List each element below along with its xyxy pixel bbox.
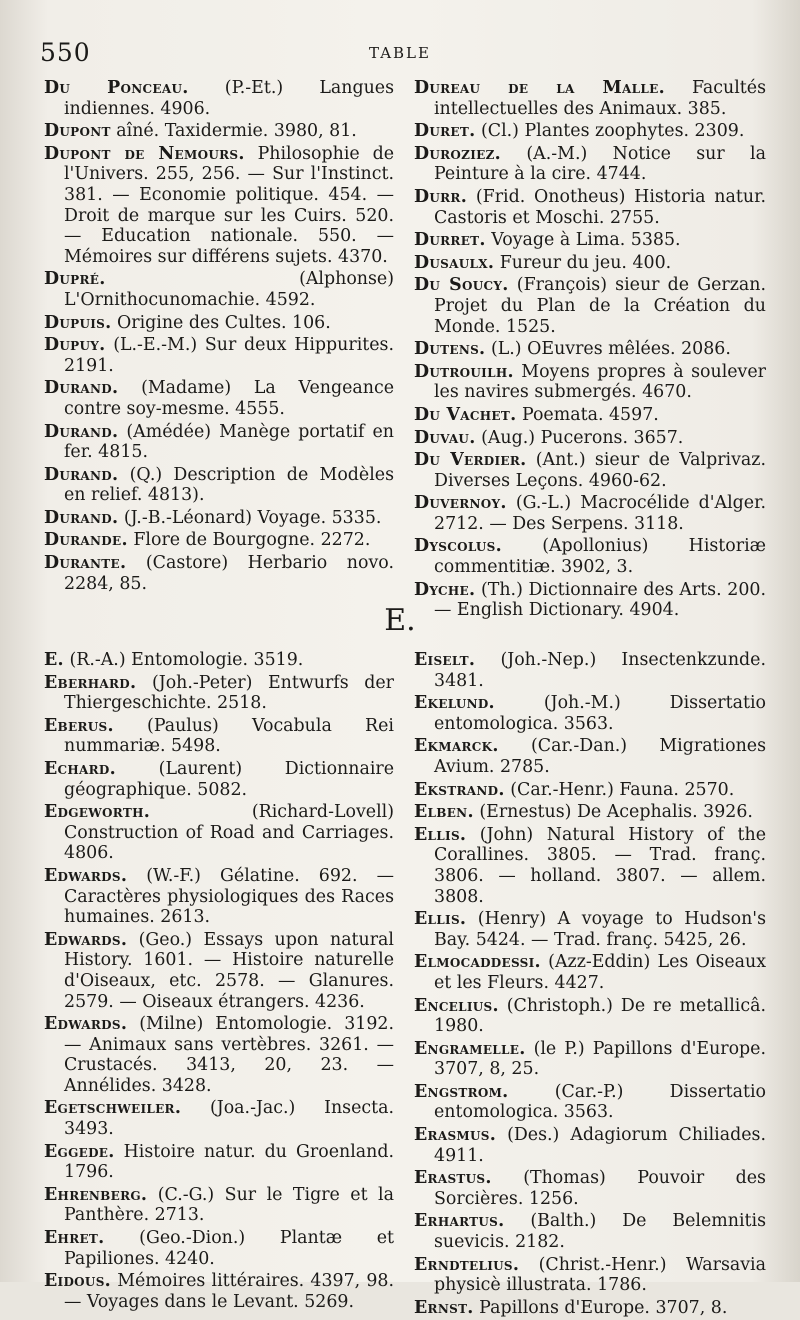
index-column-right-top xyxy=(414,78,766,623)
index-entry xyxy=(414,1168,766,1209)
entry-author-name: Dyche. xyxy=(414,579,476,600)
index-entry xyxy=(44,1098,394,1139)
entry-description: (Geo.-Dion.) Plantæ et Papiliones. 4240. xyxy=(64,1228,394,1269)
entry-description: Flore de Bourgogne. 2272. xyxy=(127,530,371,551)
entry-description: (John) Natural History of the Corallines. 3805. — Trad. franç. 3806. — holland. 3807. — allem. 3808. xyxy=(434,824,766,907)
index-entry xyxy=(414,1255,766,1296)
index-entry xyxy=(44,866,394,928)
entry-description: (Joh.-Peter) Entwurfs der Thiergeschichte. 2518. xyxy=(64,672,394,714)
entry-description: Facultés intellectuelles des Animaux. 385. xyxy=(434,78,766,119)
index-entry xyxy=(44,422,394,463)
entry-description: (Car.-P.) Dissertatio entomologica. 3563. xyxy=(434,1081,766,1123)
entry-description: (L.) OEuvres mêlées. 2086. xyxy=(485,339,731,360)
entry-author-name: Ernst. xyxy=(414,1297,474,1318)
entry-author-name: Dupuy. xyxy=(44,335,106,356)
entry-author-name: Erasmus. xyxy=(414,1125,497,1146)
index-entry xyxy=(44,1271,394,1312)
index-entry xyxy=(44,802,394,864)
index-entry xyxy=(44,650,394,671)
entry-description: (François) sieur de Gerzan. Projet du Plan de la Création du Monde. 1525. xyxy=(434,275,766,337)
index-entry xyxy=(414,802,766,823)
entry-description: (J.-B.-Léonard) Voyage. 5335. xyxy=(118,507,382,528)
entry-description: (Thomas) Pouvoir des Sorcières. 1256. xyxy=(434,1168,766,1209)
index-entry xyxy=(44,1142,394,1183)
entry-author-name: Eberus. xyxy=(44,715,114,736)
entry-author-name: Edwards. xyxy=(44,865,128,886)
entry-author-name: Durret. xyxy=(414,230,486,251)
entry-author-name: Encelius. xyxy=(414,995,499,1016)
index-entry xyxy=(44,553,394,594)
entry-author-name: Dupont xyxy=(44,121,111,142)
entry-description: (Paulus) Vocabula Rei nummariæ. 5498. xyxy=(64,715,394,757)
index-entry xyxy=(44,759,394,800)
entry-description: (Christ.-Henr.) Warsavia physicè illustrata. 1786. xyxy=(434,1254,766,1296)
entry-author-name: Edgeworth. xyxy=(44,802,151,823)
index-entry xyxy=(44,378,394,419)
entry-author-name: Ekstrand. xyxy=(414,779,505,800)
index-entry xyxy=(414,405,766,426)
entry-author-name: Ekmarck. xyxy=(414,736,499,757)
index-column-left-top xyxy=(44,78,394,596)
index-entry xyxy=(414,693,766,734)
entry-author-name: Du Soucy. xyxy=(414,275,509,296)
index-entry xyxy=(414,450,766,491)
entry-description: Poemata. 4597. xyxy=(516,404,659,425)
entry-author-name: Dusaulx. xyxy=(414,252,495,273)
index-entry xyxy=(44,78,394,119)
index-entry xyxy=(414,1298,766,1319)
entry-description: (Joh.-M.) Dissertatio entomologica. 3563. xyxy=(434,693,766,734)
entry-author-name: Durande. xyxy=(44,530,128,551)
entry-author-name: Duvau. xyxy=(414,427,476,448)
entry-description: aîné. Taxidermie. 3980, 81. xyxy=(110,121,357,142)
entry-description: (Balth.) De Belemnitis suevicis. 2182. xyxy=(434,1211,766,1253)
entry-description: (Q.) Description de Modèles en relief. 4813). xyxy=(64,464,394,506)
entry-author-name: Dutrouilh. xyxy=(414,361,514,382)
entry-description: (Apollonius) Historiæ commentitiæ. 3902, 3. xyxy=(434,536,766,578)
index-entry xyxy=(44,1228,394,1269)
entry-description: (Amédée) Manège portatif en fer. 4815. xyxy=(64,421,394,463)
entry-author-name: Eberhard. xyxy=(44,672,137,693)
entry-author-name: Dureau de la Malle. xyxy=(414,78,665,98)
entry-author-name: Duvernoy. xyxy=(414,493,507,514)
entry-description: (Ernestus) De Acephalis. 3926. xyxy=(473,802,753,823)
index-entry xyxy=(44,269,394,310)
entry-author-name: Edwards. xyxy=(44,1014,128,1035)
index-entry xyxy=(414,493,766,534)
entry-author-name: Dyscolus. xyxy=(414,536,502,557)
index-entry xyxy=(414,253,766,274)
entry-description: (Joa.-Jac.) Insecta. 3493. xyxy=(64,1098,394,1140)
index-entry xyxy=(414,144,766,185)
running-head: TABLE xyxy=(369,44,431,62)
entry-description: (Ant.) sieur de Valprivaz. Diverses Leçons. 4960-62. xyxy=(434,450,766,491)
entry-description: Fureur du jeu. 400. xyxy=(494,252,672,273)
index-entry xyxy=(44,1014,394,1096)
index-entry xyxy=(414,121,766,142)
entry-description: (C.-G.) Sur le Tigre et la Panthère. 2713. xyxy=(64,1184,394,1226)
entry-author-name: Erhartus. xyxy=(414,1211,505,1232)
index-entry xyxy=(414,187,766,228)
index-entry xyxy=(414,1125,766,1166)
entry-description: (Richard-Lovell) Construction of Road and Carriages. 4806. xyxy=(64,802,394,864)
entry-description: (Alphonse) L'Ornithocunomachie. 4592. xyxy=(64,269,394,310)
entry-author-name: Eggede. xyxy=(44,1141,115,1162)
entry-author-name: Durand. xyxy=(44,507,119,528)
entry-description: (Henry) A voyage to Hudson's Bay. 5424. — Trad. franç. 5425, 26. xyxy=(434,909,766,950)
entry-description: Philosophie de l'Univers. 255, 256. — Sur l'Instinct. 381. — Economie politique. 454. — Droit de marque sur les Cuirs. 520. — Education nationale. 550. — Mémoires sur différens sujets. 4370. xyxy=(64,143,395,267)
entry-author-name: Durand. xyxy=(44,421,119,442)
entry-description: (Christoph.) De re metallicâ. 1980. xyxy=(434,995,766,1037)
entry-author-name: Dupré. xyxy=(44,269,106,290)
section-letter-heading: E. xyxy=(384,603,416,638)
entry-author-name: Ekelund. xyxy=(414,693,495,714)
entry-author-name: Eiselt. xyxy=(414,650,476,670)
entry-author-name: Eidous. xyxy=(44,1271,112,1292)
entry-description: Histoire natur. du Groenland. 1796. xyxy=(64,1141,394,1183)
entry-description: (Aug.) Pucerons. 3657. xyxy=(475,427,684,448)
entry-description: (L.-E.-M.) Sur deux Hippurites. 2191. xyxy=(64,335,394,376)
index-entry xyxy=(44,121,394,142)
entry-description: (G.-L.) Macrocélide d'Alger. 2712. — Des Serpens. 3118. xyxy=(434,493,766,534)
entry-description: (Frid. Onotheus) Historia natur. Castoris et Moschi. 2755. xyxy=(434,186,766,228)
index-entry xyxy=(44,930,394,1012)
index-entry xyxy=(414,1211,766,1252)
entry-author-name: Du Ponceau. xyxy=(44,78,189,98)
entry-author-name: Egetschweiler. xyxy=(44,1098,182,1119)
index-entry xyxy=(414,1039,766,1080)
entry-description: (Joh.-Nep.) Insectenkzunde. 3481. xyxy=(434,650,766,691)
entry-description: (Car.-Henr.) Fauna. 2570. xyxy=(504,779,735,800)
entry-author-name: Durante. xyxy=(44,553,127,574)
entry-author-name: Erndtelius. xyxy=(414,1254,520,1275)
entry-author-name: Engramelle. xyxy=(414,1038,526,1059)
entry-description: (Castore) Herbario novo. 2284, 85. xyxy=(64,553,394,594)
index-entry xyxy=(414,536,766,577)
entry-description: (A.-M.) Notice sur la Peinture à la cire. 4744. xyxy=(434,143,766,185)
entry-description: Voyage à Lima. 5385. xyxy=(485,230,681,251)
entry-author-name: Dutens. xyxy=(414,339,486,360)
index-entry xyxy=(414,736,766,777)
index-entry xyxy=(414,952,766,993)
entry-author-name: E. xyxy=(44,650,64,670)
entry-description: Origine des Cultes. 106. xyxy=(111,312,331,333)
entry-author-name: Elmocaddessi. xyxy=(414,952,541,973)
entry-author-name: Echard. xyxy=(44,758,116,779)
entry-author-name: Du Vachet. xyxy=(414,404,517,425)
index-entry xyxy=(44,465,394,506)
index-entry xyxy=(414,78,766,119)
index-column-right-bottom xyxy=(414,650,766,1320)
index-entry xyxy=(44,1185,394,1226)
entry-description: (Car.-Dan.) Migrationes Avium. 2785. xyxy=(434,736,766,777)
entry-description: (Cl.) Plantes zoophytes. 2309. xyxy=(475,121,745,142)
entry-description: (Madame) La Vengeance contre soy-mesme. 4555. xyxy=(64,378,394,419)
entry-description: (R.-A.) Entomologie. 3519. xyxy=(63,650,304,670)
index-entry xyxy=(44,508,394,529)
entry-author-name: Ellis. xyxy=(414,824,467,845)
entry-author-name: Durand. xyxy=(44,464,119,485)
entry-author-name: Erastus. xyxy=(414,1168,492,1189)
index-entry xyxy=(414,996,766,1037)
index-entry xyxy=(44,313,394,334)
index-entry xyxy=(44,530,394,551)
entry-author-name: Durand. xyxy=(44,378,119,399)
entry-author-name: Duret. xyxy=(414,121,476,142)
entry-description: (P.-Et.) Langues indiennes. 4906. xyxy=(64,78,394,119)
entry-author-name: Ehret. xyxy=(44,1228,105,1249)
index-entry xyxy=(414,230,766,251)
index-entry xyxy=(414,650,766,691)
index-entry xyxy=(414,780,766,801)
entry-author-name: Dupont de Nemours. xyxy=(44,143,245,164)
entry-description: (W.-F.) Gélatine. 692. — Caractères physiologiques des Races humaines. 2613. xyxy=(64,865,394,928)
index-entry xyxy=(414,275,766,337)
entry-author-name: Engstrom. xyxy=(414,1081,509,1102)
page-number: 550 xyxy=(40,38,91,67)
entry-description: (Milne) Entomologie. 3192. — Animaux sans vertèbres. 3261. — Crustacés. 3413, 20, 23. — Annélides. 3428. xyxy=(64,1014,394,1096)
index-entry xyxy=(44,144,394,268)
entry-description: (Des.) Adagiorum Chiliades. 4911. xyxy=(434,1125,766,1166)
entry-description: Papillons d'Europe. 3707, 8. xyxy=(473,1297,728,1318)
index-entry xyxy=(414,428,766,449)
index-column-left-bottom xyxy=(44,650,394,1314)
entry-description: Moyens propres à soulever les navires submergés. 4670. xyxy=(434,361,766,403)
entry-description: (Azz-Eddin) Les Oiseaux et les Fleurs. 4427. xyxy=(434,952,766,993)
index-entry xyxy=(44,335,394,376)
entry-author-name: Duroziez. xyxy=(414,143,502,164)
entry-author-name: Dupuis. xyxy=(44,312,112,333)
entry-description: (Th.) Dictionnaire des Arts. 200. — English Dictionary. 4904. xyxy=(434,579,766,621)
entry-description: (le P.) Papillons d'Europe. 3707, 8, 25. xyxy=(434,1038,766,1080)
entry-author-name: Edwards. xyxy=(44,929,128,950)
index-entry xyxy=(414,825,766,907)
entry-description: Mémoires littéraires. 4397, 98. — Voyages dans le Levant. 5269. xyxy=(64,1271,394,1312)
index-entry xyxy=(414,362,766,403)
index-entry xyxy=(414,1082,766,1123)
index-entry xyxy=(414,339,766,360)
entry-author-name: Du Verdier. xyxy=(414,450,527,471)
entry-description: (Geo.) Essays upon natural History. 1601. — Histoire naturelle d'Oiseaux, etc. 2578. — Glanures. 2579. — Oiseaux étrangers. 4236. xyxy=(64,929,394,1012)
entry-description: (Laurent) Dictionnaire géographique. 5082. xyxy=(64,758,394,800)
index-entry xyxy=(44,673,394,714)
entry-author-name: Ehrenberg. xyxy=(44,1184,148,1205)
entry-author-name: Elben. xyxy=(414,802,474,823)
entry-author-name: Ellis. xyxy=(414,909,467,930)
index-entry xyxy=(44,716,394,757)
entry-author-name: Durr. xyxy=(414,186,468,207)
index-entry xyxy=(414,909,766,950)
